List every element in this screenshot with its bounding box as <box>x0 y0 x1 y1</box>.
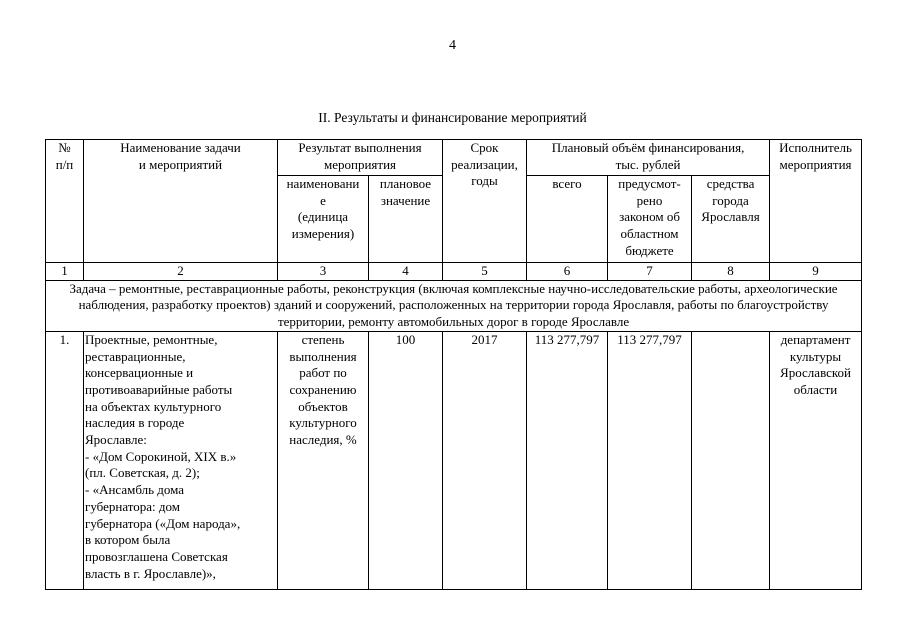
header-name: Наименование задачи и мероприятий <box>84 140 278 263</box>
header-term: Срок реализации, годы <box>443 140 527 263</box>
row-result-value: 100 <box>369 331 443 589</box>
column-number: 7 <box>608 263 692 281</box>
task-description: Задача – ремонтные, реставрационные работы, реконструкция (включая комплексные научно-исследовательские работы, археологические наблюдения, разработку проектов) зданий и сооружений, расположенных на территории города Ярославля, работы по благоустройству территории, ремонту автомобильных дорог в городе Ярославле <box>46 280 862 331</box>
header-result-name: наименовани е (единица измерения) <box>278 176 369 263</box>
row-result-name: степень выполнения работ по сохранению объектов культурного наследия, % <box>278 331 369 589</box>
header-finance-regional: предусмот- рено законом об областном бюджете <box>608 176 692 263</box>
column-number: 9 <box>770 263 862 281</box>
row-finance-regional: 113 277,797 <box>608 331 692 589</box>
header-finance-city: средства города Ярославля <box>692 176 770 263</box>
row-name: Проектные, ремонтные, реставрационные, консервационные и противоаварийные работы на объектах культурного наследия в городе Ярославле: - «Дом Сорокиной, XIX в.» (пл. Советская, д. 2); - «Ансамбль дома губернатора: дом губернатора («Дом народа», в котором была провозглашена Советская власть в г. Ярославле)», <box>84 331 278 589</box>
table-row <box>46 331 862 589</box>
column-number: 5 <box>443 263 527 281</box>
column-number: 6 <box>527 263 608 281</box>
row-executor: департамент культуры Ярославской области <box>770 331 862 589</box>
header-finance: Плановый объём финансирования, тыс. рублей <box>527 140 770 176</box>
column-number: 3 <box>278 263 369 281</box>
row-term: 2017 <box>443 331 527 589</box>
page-number: 4 <box>449 38 456 53</box>
section-title: II. Результаты и финансирование мероприятий <box>318 110 587 125</box>
column-number: 8 <box>692 263 770 281</box>
header-num: № п/п <box>46 140 84 263</box>
header-executor: Исполнитель мероприятия <box>770 140 862 263</box>
row-num: 1. <box>46 331 84 589</box>
header-result: Результат выполнения мероприятия <box>278 140 443 176</box>
row-finance-city <box>692 331 770 589</box>
row-finance-total: 113 277,797 <box>527 331 608 589</box>
column-number: 2 <box>84 263 278 281</box>
header-result-value: плановое значение <box>369 176 443 263</box>
results-financing-table <box>45 139 862 590</box>
column-number: 1 <box>46 263 84 281</box>
header-finance-total: всего <box>527 176 608 263</box>
column-number: 4 <box>369 263 443 281</box>
